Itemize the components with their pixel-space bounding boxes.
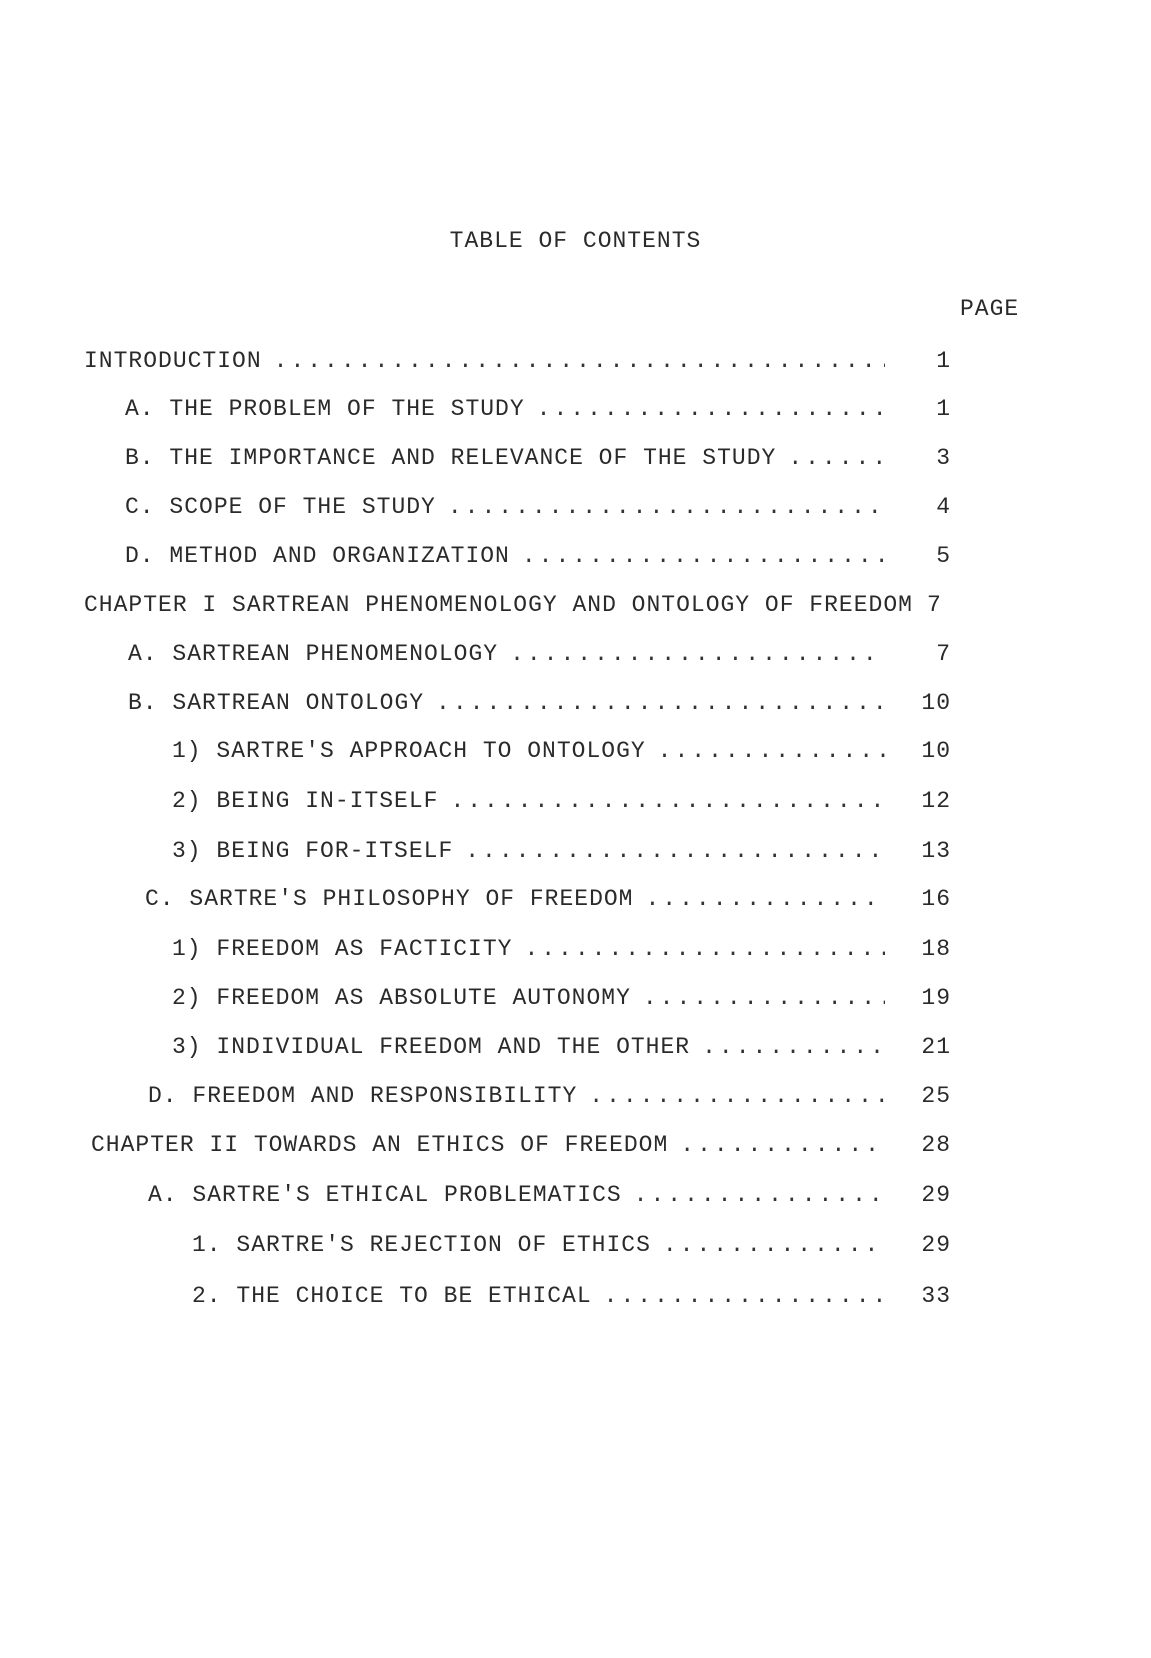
dot-leader	[465, 838, 885, 864]
toc-entry-page: 13	[921, 838, 951, 864]
toc-entry-label: C. SCOPE OF THE STUDY	[125, 494, 436, 520]
toc-entry	[125, 494, 951, 524]
toc-entry-page: 10	[921, 738, 951, 764]
dot-leader	[634, 1182, 885, 1208]
toc-entry	[84, 592, 951, 622]
dot-leader	[663, 1232, 885, 1258]
toc-entry-page: 19	[921, 985, 951, 1011]
toc-entry-label: CHAPTER I SARTREAN PHENOMENOLOGY AND ONTOLOGY OF FREEDOM	[84, 592, 913, 618]
toc-entry	[125, 396, 951, 426]
toc-entry-page: 18	[921, 936, 951, 962]
toc-entry-label: B. SARTREAN ONTOLOGY	[128, 690, 425, 716]
dot-leader	[524, 936, 885, 962]
toc-entry	[128, 690, 951, 720]
toc-entry-label: A. SARTRE'S ETHICAL PROBLEMATICS	[148, 1182, 622, 1208]
toc-entry	[172, 738, 951, 768]
toc-entry-label: A. SARTREAN PHENOMENOLOGY	[128, 641, 499, 667]
toc-entry-label: 3) INDIVIDUAL FREEDOM AND THE OTHER	[172, 1034, 691, 1060]
toc-entry	[172, 788, 951, 818]
toc-entry	[91, 1132, 951, 1162]
toc-entry-page: 4	[936, 494, 951, 520]
toc-entry	[84, 348, 951, 378]
toc-entry	[128, 641, 951, 671]
toc-entry-label: 2. THE CHOICE TO BE ETHICAL	[192, 1283, 592, 1309]
toc-entry-label: 1. SARTRE'S REJECTION OF ETHICS	[192, 1232, 651, 1258]
dot-leader	[643, 985, 885, 1011]
page-title: TABLE OF CONTENTS	[449, 228, 702, 254]
page-column-heading: PAGE	[960, 296, 1020, 322]
toc-entry	[148, 1083, 951, 1113]
dot-leader	[604, 1283, 885, 1309]
toc-entry-label: 3) BEING FOR-ITSELF	[172, 838, 454, 864]
toc-entry	[125, 445, 951, 475]
dot-leader	[589, 1083, 885, 1109]
dot-leader	[680, 1132, 885, 1158]
toc-entry-page: 7	[926, 592, 942, 618]
toc-entry	[145, 886, 951, 916]
toc-entry-label: D. METHOD AND ORGANIZATION	[125, 543, 510, 569]
toc-entry	[125, 543, 951, 573]
toc-entry-label: CHAPTER II TOWARDS AN ETHICS OF FREEDOM	[91, 1132, 669, 1158]
toc-entry-page: 33	[921, 1283, 951, 1309]
toc-entry-label: B. THE IMPORTANCE AND RELEVANCE OF THE STUDY	[125, 445, 777, 471]
toc-entry	[172, 1034, 951, 1064]
dot-leader	[450, 788, 885, 814]
toc-entry-label: C. SARTRE'S PHILOSOPHY OF FREEDOM	[145, 886, 634, 912]
toc-entry-page: 21	[921, 1034, 951, 1060]
toc-entry	[192, 1283, 951, 1313]
toc-entry	[172, 838, 951, 868]
toc-entry-label: D. FREEDOM AND RESPONSIBILITY	[148, 1083, 578, 1109]
toc-entry-page: 29	[921, 1232, 951, 1258]
toc-entry-page: 28	[921, 1132, 951, 1158]
dot-leader	[645, 886, 885, 912]
dot-leader	[788, 445, 885, 471]
dot-leader	[510, 641, 885, 667]
toc-entry-page: 16	[921, 886, 951, 912]
toc-entry-page: 7	[936, 641, 951, 667]
toc-entry-label: 1) SARTRE'S APPROACH TO ONTOLOGY	[172, 738, 646, 764]
dot-leader	[658, 738, 885, 764]
toc-entry-page: 10	[921, 690, 951, 716]
toc-entry-label: 1) FREEDOM AS FACTICITY	[172, 936, 513, 962]
dot-leader	[537, 396, 885, 422]
dot-leader	[274, 348, 885, 374]
toc-entry	[148, 1182, 951, 1212]
toc-entry-label: INTRODUCTION	[84, 348, 262, 374]
toc-entry-page: 5	[936, 543, 951, 569]
toc-entry-page: 1	[936, 348, 951, 374]
toc-entry	[192, 1232, 951, 1262]
toc-entry-label: 2) BEING IN-ITSELF	[172, 788, 439, 814]
toc-entry-page: 1	[936, 396, 951, 422]
toc-entry-label: A. THE PROBLEM OF THE STUDY	[125, 396, 525, 422]
dot-leader	[436, 690, 885, 716]
dot-leader	[702, 1034, 885, 1060]
toc-entry-page: 29	[921, 1182, 951, 1208]
toc-entry-label: 2) FREEDOM AS ABSOLUTE AUTONOMY	[172, 985, 631, 1011]
toc-entry	[172, 936, 951, 966]
toc-entry-page: 3	[936, 445, 951, 471]
toc-entry-page: 12	[921, 788, 951, 814]
dot-leader	[522, 543, 885, 569]
toc-entry	[172, 985, 951, 1015]
dot-leader	[448, 494, 885, 520]
toc-entry-page: 25	[921, 1083, 951, 1109]
